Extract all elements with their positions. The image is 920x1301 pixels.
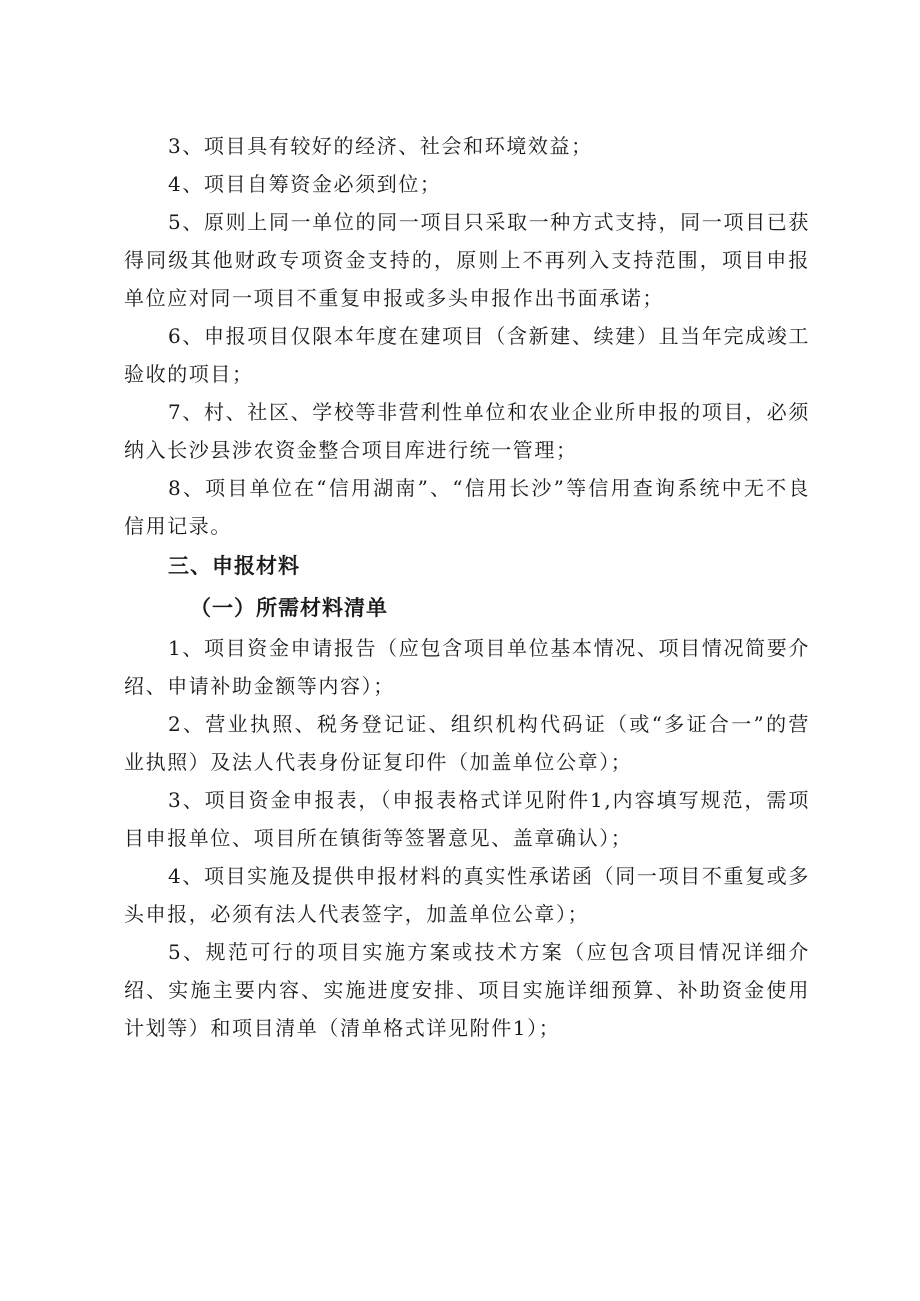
paragraph-criterion-6: 6、申报项目仅限本年度在建项目（含新建、续建）且当年完成竣工验收的项目； xyxy=(124,324,810,386)
paragraph-criterion-8: 8、项目单位在“信用湖南”、“信用长沙”等信用查询系统中无不良信用记录。 xyxy=(124,476,810,538)
paragraph-material-2: 2、营业执照、税务登记证、组织机构代码证（或“多证合一”的营业执照）及法人代表身份证复印件（加盖单位公章）； xyxy=(124,712,810,774)
paragraph-material-5: 5、规范可行的项目实施方案或技术方案（应包含项目情况详细介绍、实施主要内容、实施进度安排、项目实施详细预算、补助资金使用计划等）和项目清单（清单格式详见附件1）； xyxy=(124,940,810,1040)
paragraph-criterion-5: 5、原则上同一单位的同一项目只采取一种方式支持，同一项目已获得同级其他财政专项资金支持的，原则上不再列入支持范围，项目申报单位应对同一项目不重复申报或多头申报作出书面承诺； xyxy=(124,210,810,310)
paragraph-material-3: 3、项目资金申报表，（申报表格式详见附件1,内容填写规范，需项目申报单位、项目所在镇街等签署意见、盖章确认）； xyxy=(124,788,810,850)
document-body xyxy=(124,127,810,1047)
paragraph-criterion-4: 4、项目自筹资金必须到位； xyxy=(168,172,442,196)
paragraph-material-4: 4、项目实施及提供申报材料的真实性承诺函（同一项目不重复或多头申报，必须有法人代表签字，加盖单位公章）； xyxy=(124,864,810,926)
subsection-heading-material-list: （一）所需材料清单 xyxy=(190,596,388,620)
paragraph-criterion-7: 7、村、社区、学校等非营利性单位和农业企业所申报的项目，必须纳入长沙县涉农资金整合项目库进行统一管理； xyxy=(124,400,810,462)
paragraph-material-1: 1、项目资金申请报告（应包含项目单位基本情况、项目情况简要介绍、申请补助金额等内容）； xyxy=(124,636,810,698)
paragraph-criterion-3: 3、项目具有较好的经济、社会和环境效益； xyxy=(168,134,593,158)
section-heading-materials: 三、申报材料 xyxy=(168,554,300,578)
